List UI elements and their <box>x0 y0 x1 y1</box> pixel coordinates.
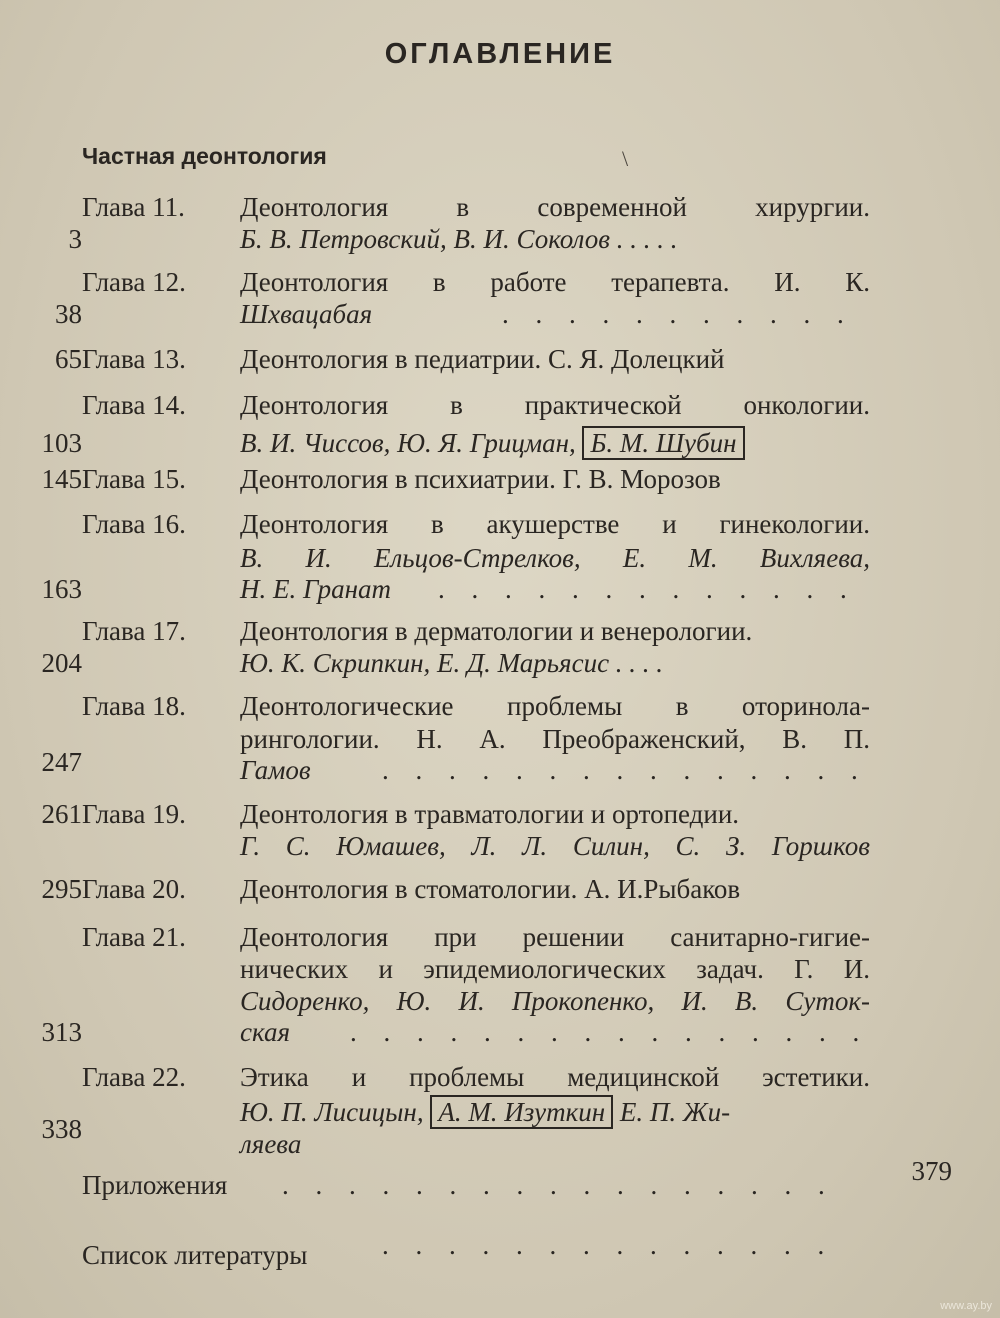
entry-page: 3 <box>68 224 82 254</box>
entry-page: 103 <box>41 428 82 458</box>
entry-label: Глава 13. <box>82 344 186 374</box>
entry-label: Глава 12. <box>82 267 186 297</box>
entry-authors: Ю. П. Лисицын, <box>240 1097 424 1127</box>
entry-label: Глава 20. <box>82 874 186 904</box>
leader-dots: . . . . . . . . . . . . . . . <box>382 755 868 785</box>
entry-label: Глава 22. <box>82 1062 186 1092</box>
entry-title: Деонтология в дерматологии и венерологии. <box>240 616 753 646</box>
entry-page: 145 <box>41 464 82 494</box>
entry-label: Глава 11. <box>82 192 185 222</box>
boxed-author: А. М. Изуткин <box>430 1095 613 1129</box>
entry-label: Глава 14. <box>82 390 186 420</box>
entry-title: Деонтология в акушерстве и гинекологии. <box>240 509 870 539</box>
entry-page: 338 <box>41 1114 82 1144</box>
entry-label: Глава 16. <box>82 509 186 539</box>
appendix-entry <box>82 1156 952 1201</box>
entry-title: Этика и проблемы медицинской эстетики. <box>240 1062 870 1092</box>
section-title: Частная деонтология <box>82 143 327 169</box>
bibliography-label: Список литературы <box>82 1240 308 1270</box>
entry-authors: Г. С. Юмашев, Л. Л. Силин, С. З. Горшков <box>240 831 870 861</box>
entry-title: Деонтология в психиатрии. Г. В. Морозов <box>240 464 721 494</box>
entry-title: Деонтология в работе терапевта. И. К. <box>240 267 870 297</box>
entry-label: Глава 18. <box>82 691 186 721</box>
stray-mark: \ <box>622 146 629 171</box>
entry-page: 313 <box>41 1017 82 1047</box>
entry-title: Деонтология в травматологии и ортопедии. <box>240 799 740 829</box>
entry-authors: Шхвацабая <box>240 299 373 329</box>
leader-dots: . . . . . . . . . . . <box>502 299 854 329</box>
entry-authors: Ю. К. Скрипкин, Е. Д. Марьясис . . . . <box>240 648 664 678</box>
entry-authors: Сидоренко, Ю. И. Прокопенко, И. В. Суток- <box>240 986 870 1016</box>
entry-label: Глава 17. <box>82 616 186 646</box>
leader-dots: . . . . . . . . . . . . . <box>438 574 857 604</box>
entry-authors: Б. В. Петровский, В. И. Соколов . . . . . <box>240 224 678 254</box>
leader-dots: . . . . . . . . . . . . . . . . <box>350 1017 870 1047</box>
entry-page: 247 <box>41 747 82 777</box>
entry-label: Глава 19. <box>82 799 186 829</box>
entry-title: Деонтологические проблемы в оторинола- <box>240 691 870 721</box>
entry-title-cont: рингологии. Н. А. Преображенский, В. П. <box>240 724 870 754</box>
entry-page: 163 <box>41 574 82 604</box>
entry-title: Деонтология в практической онкологии. <box>240 390 870 420</box>
boxed-author: Б. М. Шубин <box>582 426 744 460</box>
entry-page: 65 <box>55 344 82 374</box>
entry-title: Деонтология при решении санитарно-гигие- <box>240 922 870 952</box>
appendix-page: 379 <box>911 1156 952 1186</box>
entry-page: 38 <box>55 299 82 329</box>
bibliography-entry <box>82 1230 835 1271</box>
watermark: www.ay.by <box>940 1300 992 1312</box>
entry-page: 261 <box>41 799 82 829</box>
entry-authors-cont: Н. Е. Гранат <box>240 574 391 604</box>
entry-authors-tail: Е. П. Жи- <box>619 1097 731 1127</box>
entry-authors-cont: ляева <box>240 1129 302 1159</box>
entry-page: 204 <box>41 648 82 678</box>
page-title: ОГЛАВЛЕНИЕ <box>384 38 616 70</box>
appendix-label: Приложения <box>82 1170 228 1200</box>
leader-dots: . . . . . . . . . . . . . . <box>382 1230 835 1260</box>
entry-label: Глава 21. <box>82 922 186 952</box>
entry-title: Деонтология в современной хирургии. <box>240 192 870 222</box>
entry-authors: В. И. Чиссов, Ю. Я. Грицман, <box>240 428 576 458</box>
entry-authors-cont: ская <box>240 1017 290 1047</box>
leader-dots: . . . . . . . . . . . . . . . . . <box>282 1170 835 1200</box>
entry-page: 295 <box>41 874 82 904</box>
entry-label: Глава 15. <box>82 464 186 494</box>
entry-title-cont: нических и эпидемиологических задач. Г. И. <box>240 954 870 984</box>
entry-authors: В. И. Ельцов-Стрелков, Е. М. Вихляева, <box>240 543 870 573</box>
entry-title: Деонтология в стоматологии. А. И.Рыбаков <box>240 874 741 904</box>
entry-title: Деонтология в педиатрии. С. Я. Долецкий <box>240 344 725 374</box>
entry-authors-cont: Гамов <box>240 755 311 785</box>
